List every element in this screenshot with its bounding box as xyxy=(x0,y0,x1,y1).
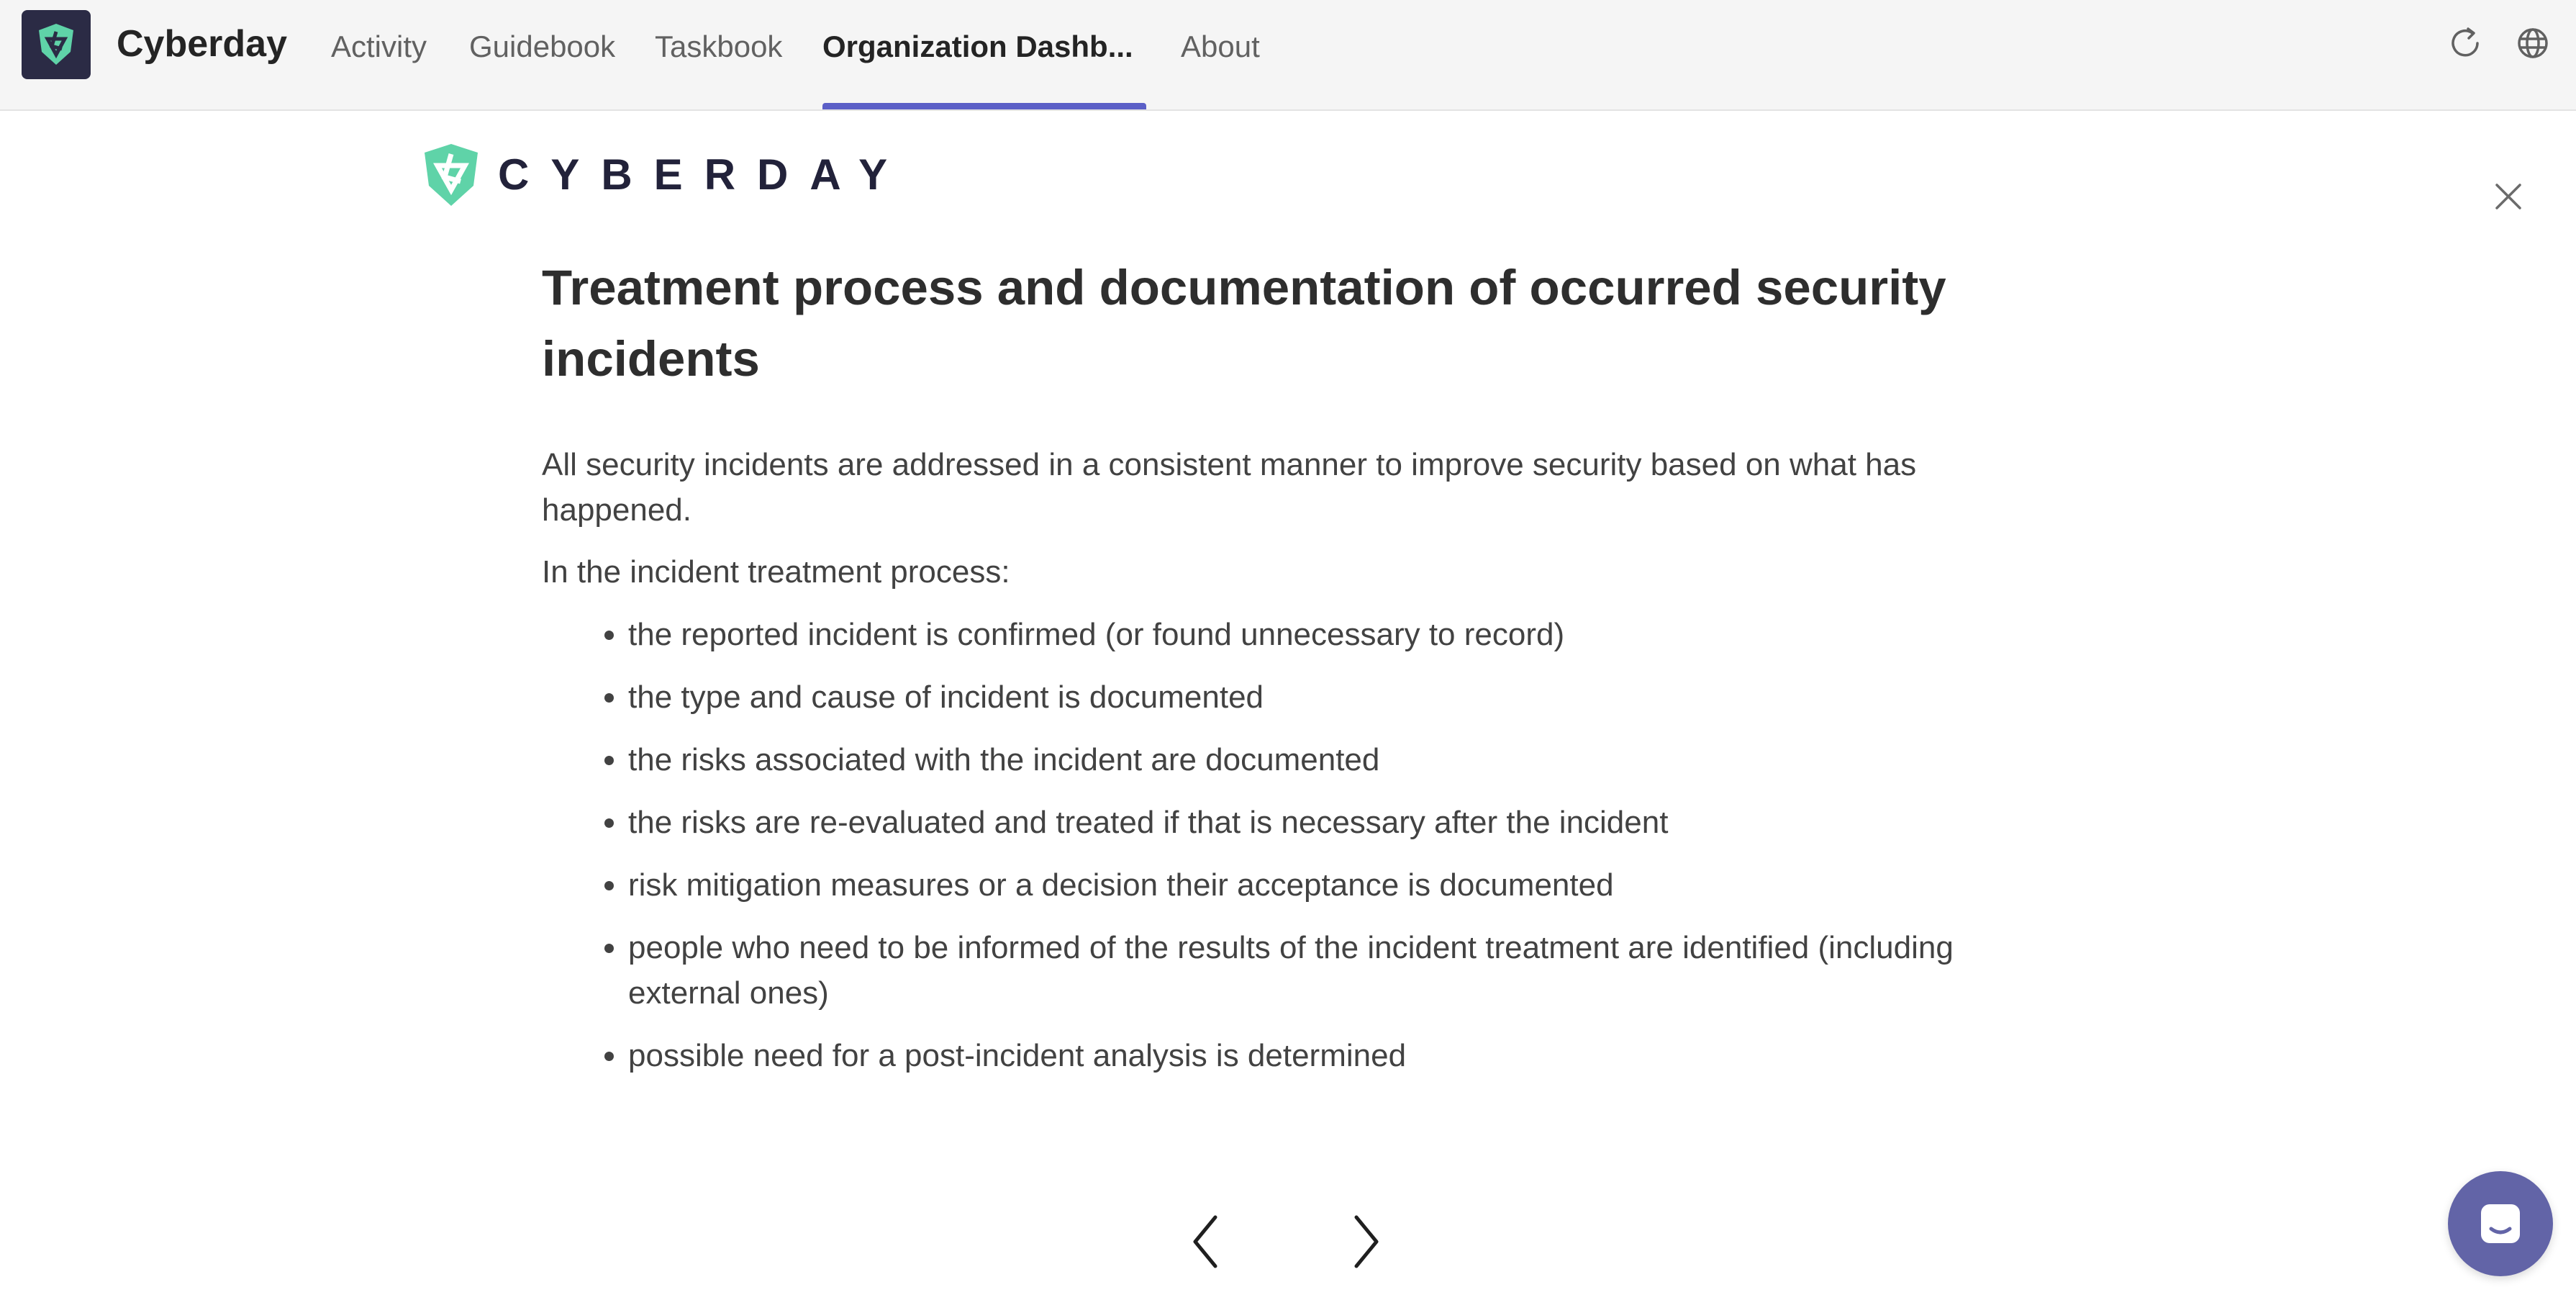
close-icon xyxy=(2493,181,2524,212)
article-intro: All security incidents are addressed in a consistent manner to improve security based on what has happened. xyxy=(542,447,1917,528)
previous-button[interactable] xyxy=(1177,1209,1235,1274)
bullet-icon xyxy=(604,693,614,703)
cyberday-app-icon[interactable] xyxy=(22,10,91,79)
process-steps-list xyxy=(542,612,2038,1078)
list-item xyxy=(542,925,2038,1016)
app-header-bar xyxy=(0,0,2576,111)
cyberday-wordmark: CYBERDAY xyxy=(498,150,910,199)
list-item xyxy=(542,1033,2038,1078)
next-button[interactable] xyxy=(1337,1209,1394,1274)
globe-icon[interactable] xyxy=(2511,22,2554,65)
article-title: Treatment process and documentation of occurred security incidents xyxy=(542,260,1946,387)
bullet-icon xyxy=(604,818,614,828)
bullet-icon xyxy=(604,944,614,953)
cyberday-logo-shield-icon xyxy=(420,143,482,207)
close-button[interactable] xyxy=(2487,175,2530,218)
list-item xyxy=(542,737,2038,782)
list-item xyxy=(542,862,2038,908)
list-item-text: possible need for a post-incident analysis is determined xyxy=(628,1038,1407,1073)
chevron-left-icon xyxy=(1188,1213,1224,1270)
refresh-icon[interactable] xyxy=(2444,22,2487,65)
chat-launcher-button[interactable] xyxy=(2448,1171,2553,1276)
list-item-text: risk mitigation measures or a decision their acceptance is documented xyxy=(628,867,1614,903)
chat-icon xyxy=(2477,1200,2524,1247)
article-lead-in: In the incident treatment process: xyxy=(542,554,1010,590)
list-item xyxy=(542,612,2038,657)
app-name: Cyberday xyxy=(117,23,287,65)
list-item xyxy=(542,800,2038,845)
tab-activity[interactable]: Activity xyxy=(331,30,427,63)
tab-taskbook[interactable]: Taskbook xyxy=(655,30,783,63)
bullet-icon xyxy=(604,881,614,890)
list-item-text: the risks associated with the incident are documented xyxy=(628,742,1380,777)
article-content xyxy=(542,252,2038,1096)
cyberday-shield-icon xyxy=(35,22,78,68)
bullet-icon xyxy=(604,631,614,640)
tab-organization-dashboard[interactable]: Organization Dashb... xyxy=(822,30,1133,63)
list-item-text: people who need to be informed of the results of the incident treatment are identified (including external ones) xyxy=(628,930,1954,1011)
bullet-icon xyxy=(604,756,614,765)
tab-about[interactable]: About xyxy=(1181,30,1260,63)
list-item xyxy=(542,674,2038,720)
active-tab-indicator xyxy=(822,103,1146,109)
chevron-right-icon xyxy=(1348,1213,1384,1270)
tab-guidebook[interactable]: Guidebook xyxy=(469,30,616,63)
list-item-text: the type and cause of incident is documented xyxy=(628,680,1264,715)
list-item-text: the risks are re-evaluated and treated if that is necessary after the incident xyxy=(628,805,1669,840)
cyberday-logo xyxy=(420,143,909,207)
list-item-text: the reported incident is confirmed (or found unnecessary to record) xyxy=(628,617,1565,652)
bullet-icon xyxy=(604,1052,614,1061)
